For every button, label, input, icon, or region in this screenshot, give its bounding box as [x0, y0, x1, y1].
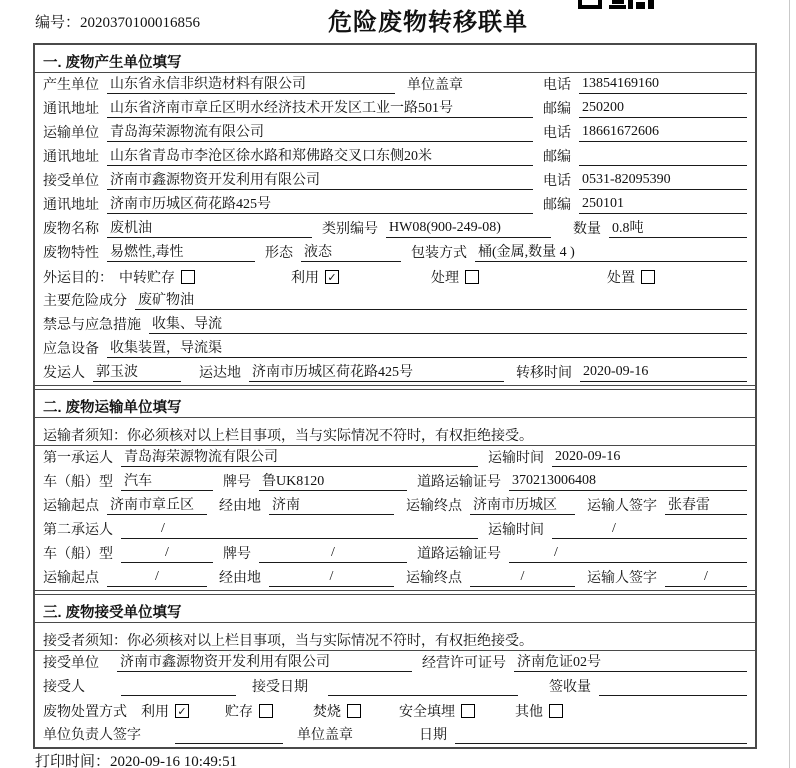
origin-value: / — [107, 569, 207, 587]
row-route-1 — [35, 494, 755, 518]
row-produce-unit — [35, 73, 755, 97]
receive-date-label: 接受日期 — [252, 680, 308, 695]
qr-code-fragment — [578, 0, 654, 9]
checkbox-checked: ✓ — [325, 270, 339, 284]
terminus-value: / — [470, 569, 575, 587]
phone-value: 18661672606 — [579, 124, 747, 142]
section-1-header: 一. 废物产生单位填写 — [35, 45, 755, 73]
disposal-option-use — [141, 701, 189, 721]
option-label: 中转贮存 — [119, 271, 175, 286]
row-disposal-method — [35, 699, 755, 723]
terminus-label: 运输终点 — [406, 571, 462, 586]
via-value: / — [269, 569, 394, 587]
terminus-label: 运输终点 — [406, 499, 462, 514]
zip-label: 邮编 — [543, 150, 571, 165]
plate-value: 鲁UK8120 — [259, 470, 407, 491]
receiver-notice: 接受者须知：你必须核对以上栏目事项，当与实际情况不符时，有权拒绝接受。 — [35, 623, 755, 651]
row-waste-name — [35, 217, 755, 241]
row-route-2 — [35, 566, 755, 590]
sign-qty-value — [599, 678, 747, 696]
taboo-label: 禁忌与应急措施 — [43, 318, 141, 333]
transport-time-label: 运输时间 — [488, 451, 544, 466]
plate-value: / — [259, 545, 407, 563]
zip-label: 邮编 — [543, 102, 571, 117]
checkbox-unchecked — [465, 270, 479, 284]
zip-value: 250200 — [579, 100, 747, 118]
transfer-time-label: 转移时间 — [516, 366, 572, 381]
option-label: 焚烧 — [313, 705, 341, 720]
purpose-label: 外运目的： — [43, 271, 113, 286]
address-label: 通讯地址 — [43, 198, 99, 213]
road-license-label: 道路运输证号 — [417, 475, 501, 490]
road-license-value: 370213006408 — [509, 473, 747, 491]
disposal-option-landfill — [399, 701, 475, 721]
row-receive-unit — [35, 169, 755, 193]
equipment-value: 收集装置，导流渠 — [107, 337, 747, 358]
row-receive-unit-confirm — [35, 651, 755, 675]
receiver-value — [121, 678, 236, 696]
packing-label: 包装方式 — [411, 246, 467, 261]
transport-time-label: 运输时间 — [488, 523, 544, 538]
receive-unit-label: 接受单位 — [43, 656, 99, 671]
character-label: 废物特性 — [43, 246, 99, 261]
row-sender — [35, 361, 755, 385]
zip-label: 邮编 — [543, 198, 571, 213]
carrier-label: 第一承运人 — [43, 451, 113, 466]
stamp-label: 单位盖章 — [297, 728, 353, 743]
origin-label: 运输起点 — [43, 571, 99, 586]
transfer-time-value: 2020-09-16 — [580, 364, 747, 382]
receive-unit-value: 济南市鑫源物资开发利用有限公司 — [117, 651, 412, 672]
transport-unit-label: 运输单位 — [43, 126, 99, 141]
leader-sign-label: 单位负责人签字 — [43, 728, 141, 743]
row-vehicle-2 — [35, 542, 755, 566]
carrier-value: / — [121, 521, 478, 539]
origin-label: 运输起点 — [43, 499, 99, 514]
vehicle-type-value: / — [121, 545, 213, 563]
option-label: 贮存 — [225, 705, 253, 720]
date-value — [455, 726, 747, 744]
row-taboo-measures — [35, 313, 755, 337]
disposal-option-other — [515, 701, 563, 721]
checkbox-unchecked — [461, 704, 475, 718]
document-header — [0, 0, 796, 42]
sign-qty-label: 签收量 — [549, 680, 591, 695]
carrier-label: 第二承运人 — [43, 523, 113, 538]
carrier-sign-value: / — [665, 569, 747, 587]
carrier-sign-label: 运输人签字 — [587, 499, 657, 514]
sender-label: 发运人 — [43, 366, 85, 381]
receive-date-value — [328, 678, 518, 696]
phone-label: 电话 — [543, 126, 571, 141]
disposal-option-incinerate — [313, 701, 361, 721]
origin-value: 济南市章丘区 — [107, 494, 207, 515]
form-label: 形态 — [265, 246, 293, 261]
via-label: 经由地 — [219, 499, 261, 514]
address-value: 济南市历城区荷花路425号 — [107, 193, 533, 214]
row-emergency-equipment — [35, 337, 755, 361]
row-main-component — [35, 289, 755, 313]
address-label: 通讯地址 — [43, 102, 99, 117]
main-component-label: 主要危险成分 — [43, 294, 127, 309]
checkbox-checked: ✓ — [175, 704, 189, 718]
waste-name-label: 废物名称 — [43, 222, 99, 237]
receive-unit-value: 济南市鑫源物资开发利用有限公司 — [107, 169, 533, 190]
produce-unit-label: 产生单位 — [43, 78, 99, 93]
permit-value: 济南危证02号 — [514, 651, 747, 672]
purpose-option-treat — [431, 267, 479, 287]
vehicle-type-label: 车（船）型 — [43, 475, 113, 490]
serial-value: 2020370100016856 — [80, 15, 201, 31]
transporter-notice: 运输者须知：你必须核对以上栏目事项，当与实际情况不符时，有权拒绝接受。 — [35, 418, 755, 446]
transport-time-value: / — [552, 521, 747, 539]
form-value: 液态 — [301, 241, 401, 262]
terminus-value: 济南市历城区 — [470, 494, 575, 515]
option-label: 利用 — [141, 705, 169, 720]
transport-time-value: 2020-09-16 — [552, 449, 747, 467]
option-label: 处置 — [607, 271, 635, 286]
print-time-value: 2020-09-16 10:49:51 — [110, 754, 238, 768]
receive-unit-label: 接受单位 — [43, 174, 99, 189]
phone-label: 电话 — [543, 174, 571, 189]
character-value: 易燃性,毒性 — [107, 241, 255, 262]
phone-value: 13854169160 — [579, 76, 747, 94]
disposal-option-storage — [225, 701, 273, 721]
produce-unit-value: 山东省永信非织造材料有限公司 — [107, 73, 395, 94]
category-value: HW08(900-249-08) — [386, 220, 551, 238]
purpose-option-dispose — [607, 267, 655, 287]
equipment-label: 应急设备 — [43, 342, 99, 357]
destination-value: 济南市历城区荷花路425号 — [249, 361, 504, 382]
print-time — [35, 750, 237, 768]
checkbox-unchecked — [181, 270, 195, 284]
quantity-value: 0.8吨 — [609, 217, 747, 238]
checkbox-unchecked — [549, 704, 563, 718]
address-label: 通讯地址 — [43, 150, 99, 165]
row-receiver — [35, 675, 755, 699]
vehicle-type-value: 汽车 — [121, 470, 213, 491]
print-time-label: 打印时间： — [35, 754, 111, 768]
leader-sign-value — [175, 726, 283, 744]
via-label: 经由地 — [219, 571, 261, 586]
checkbox-unchecked — [641, 270, 655, 284]
document-title: 危险废物转移联单 — [328, 9, 528, 36]
row-waste-character — [35, 241, 755, 265]
plate-label: 牌号 — [223, 475, 251, 490]
taboo-value: 收集、导流 — [149, 313, 747, 334]
purpose-option-use — [291, 267, 339, 287]
zip-value: 250101 — [579, 196, 747, 214]
road-license-label: 道路运输证号 — [417, 547, 501, 562]
main-component-value: 废矿物油 — [135, 289, 747, 310]
row-second-carrier — [35, 518, 755, 542]
receiver-label: 接受人 — [43, 680, 85, 695]
section-2-header: 二. 废物运输单位填写 — [35, 390, 755, 418]
page-right-edge — [789, 0, 790, 768]
via-value: 济南 — [269, 494, 394, 515]
plate-label: 牌号 — [223, 547, 251, 562]
zip-value — [579, 148, 747, 166]
date-label: 日期 — [419, 728, 447, 743]
carrier-sign-label: 运输人签字 — [587, 571, 657, 586]
phone-label: 电话 — [543, 78, 571, 93]
row-receiver-address — [35, 193, 755, 217]
sender-value: 郭玉波 — [93, 361, 181, 382]
disposal-label: 废物处置方式 — [43, 705, 127, 720]
checkbox-unchecked — [347, 704, 361, 718]
address-value: 山东省青岛市李沧区徐水路和郑佛路交叉口东侧20米 — [107, 145, 533, 166]
option-label: 利用 — [291, 271, 319, 286]
row-transfer-purpose — [35, 265, 755, 289]
row-producer-address — [35, 97, 755, 121]
purpose-option-storage — [119, 267, 195, 287]
destination-label: 运达地 — [199, 366, 241, 381]
waste-name-value: 废机油 — [107, 217, 312, 238]
vehicle-type-label: 车（船）型 — [43, 547, 113, 562]
row-first-carrier — [35, 446, 755, 470]
serial-number — [35, 11, 200, 32]
carrier-sign-value: 张春雷 — [665, 494, 747, 515]
quantity-label: 数量 — [573, 222, 601, 237]
phone-value: 0531-82095390 — [579, 172, 747, 190]
road-license-value: / — [509, 545, 747, 563]
option-label: 其他 — [515, 705, 543, 720]
packing-value: 桶(金属,数量 4 ) — [475, 241, 747, 262]
address-value: 山东省济南市章丘区明水经济技术开发区工业一路501号 — [107, 97, 533, 118]
row-leader-signature — [35, 723, 755, 747]
carrier-value: 青岛海荣源物流有限公司 — [121, 446, 478, 467]
transport-unit-value: 青岛海荣源物流有限公司 — [107, 121, 533, 142]
category-label: 类别编号 — [322, 222, 378, 237]
option-label: 处理 — [431, 271, 459, 286]
option-label: 安全填埋 — [399, 705, 455, 720]
permit-label: 经营许可证号 — [422, 656, 506, 671]
checkbox-unchecked — [259, 704, 273, 718]
serial-label: 编号： — [35, 15, 81, 31]
section-3-header: 三. 废物接受单位填写 — [35, 595, 755, 623]
row-transport-unit — [35, 121, 755, 145]
manifest-form — [33, 43, 757, 749]
row-transporter-address — [35, 145, 755, 169]
row-vehicle-1 — [35, 470, 755, 494]
stamp-label: 单位盖章 — [407, 78, 463, 93]
